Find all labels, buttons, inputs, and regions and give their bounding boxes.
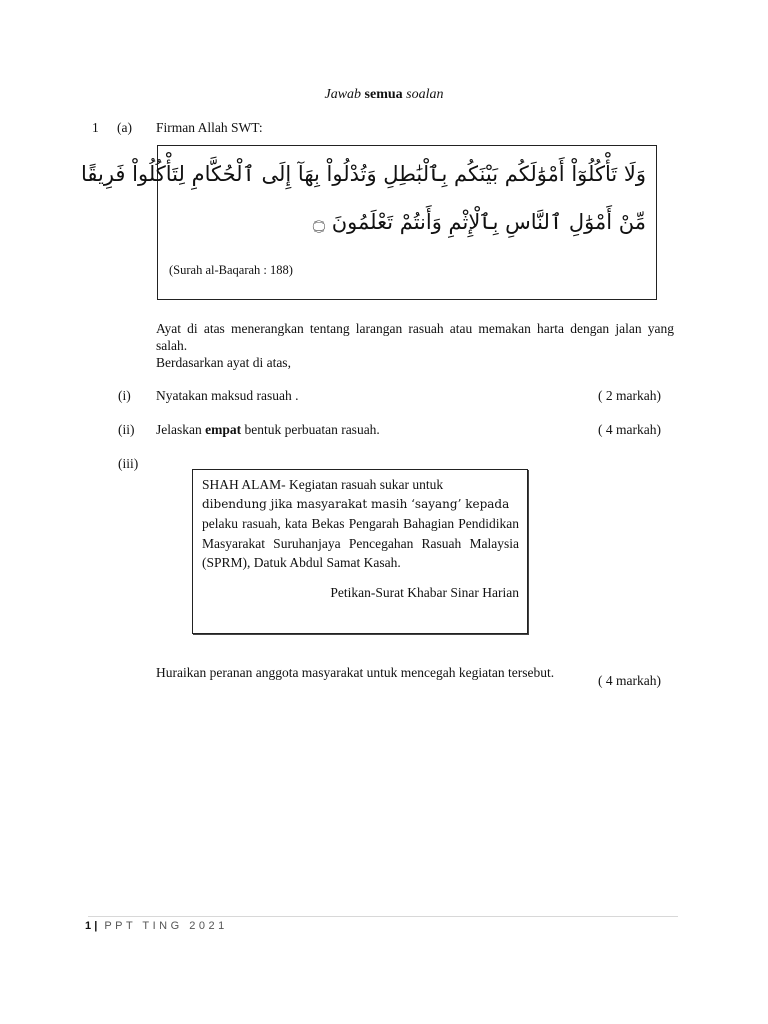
- verse-description: Ayat di atas menerangkan tentang larangan rasuah atau memakan harta dengan jalan yang salah.: [156, 321, 674, 353]
- news-source: Petikan-Surat Khabar Sinar Harian: [330, 584, 519, 600]
- title-soalan: soalan: [406, 87, 444, 102]
- item-ii-marks: ( 4 markah): [598, 422, 661, 437]
- footer-text: PPT TING 2021: [104, 920, 228, 932]
- question-number: 1: [92, 120, 99, 135]
- item-i-marks: ( 2 markah): [598, 388, 661, 403]
- arabic-verse-line-2: مِّنْ أَمْوَٰلِ ٱلنَّاسِ بِٱلْإِثْمِ وَأَنتُمْ تَعْلَمُونَ ۝: [312, 210, 646, 234]
- instruction-based-on: Berdasarkan ayat di atas,: [156, 355, 291, 370]
- item-ii-pre: Jelaskan: [156, 422, 206, 437]
- item-ii-post: bentuk perbuatan rasuah.: [241, 422, 380, 437]
- item-ii-bold: empat: [205, 422, 242, 437]
- news-excerpt-box: [192, 469, 528, 634]
- page-footer: [85, 920, 228, 932]
- item-ii-label: (ii): [118, 422, 135, 437]
- title-jawab: Jawab: [324, 87, 362, 102]
- news-line-c: pelaku rasuah, kata Bekas Pengarah Bahagian Pendidikan Masyarakat Suruhanjaya Pencegahan Rasuah Malaysia (SPRM), Datuk Abdul Samat Kasah.: [202, 516, 519, 570]
- news-line-b: dibendung jika masyarakat masih ‘sayang’ kepada: [202, 496, 510, 511]
- question-intro: Firman Allah SWT:: [156, 120, 263, 135]
- item-i-label: (i): [118, 388, 131, 403]
- news-line-a: SHAH ALAM- Kegiatan rasuah sukar untuk: [202, 477, 444, 492]
- verse-box: [80, 145, 657, 300]
- instruction-title: [0, 87, 768, 103]
- title-semua: semua: [364, 87, 403, 102]
- footer-divider: [88, 916, 678, 917]
- surah-reference: (Surah al-Baqarah : 188): [169, 263, 293, 277]
- item-i-text: Nyatakan maksud rasuah .: [156, 388, 299, 403]
- q3-task-marks: ( 4 markah): [598, 673, 661, 688]
- arabic-verse-line-1: وَلَا تَأْكُلُوٓاْ أَمْوَٰلَكُم بَيْنَكُم بِٱلْبَٰطِلِ وَتُدْلُواْ بِهَآ إِلَى ٱلْحُكَّامِ لِتَأْكُلُواْ فَرِيقًا: [80, 162, 646, 186]
- page-number: 1: [85, 920, 92, 932]
- item-ii-text: [156, 421, 380, 438]
- item-iii-label: (iii): [118, 456, 139, 471]
- footer-separator: |: [94, 920, 98, 932]
- question-part: (a): [117, 120, 132, 135]
- q3-task-text: Huraikan peranan anggota masyarakat untuk mencegah kegiatan tersebut.: [156, 665, 555, 680]
